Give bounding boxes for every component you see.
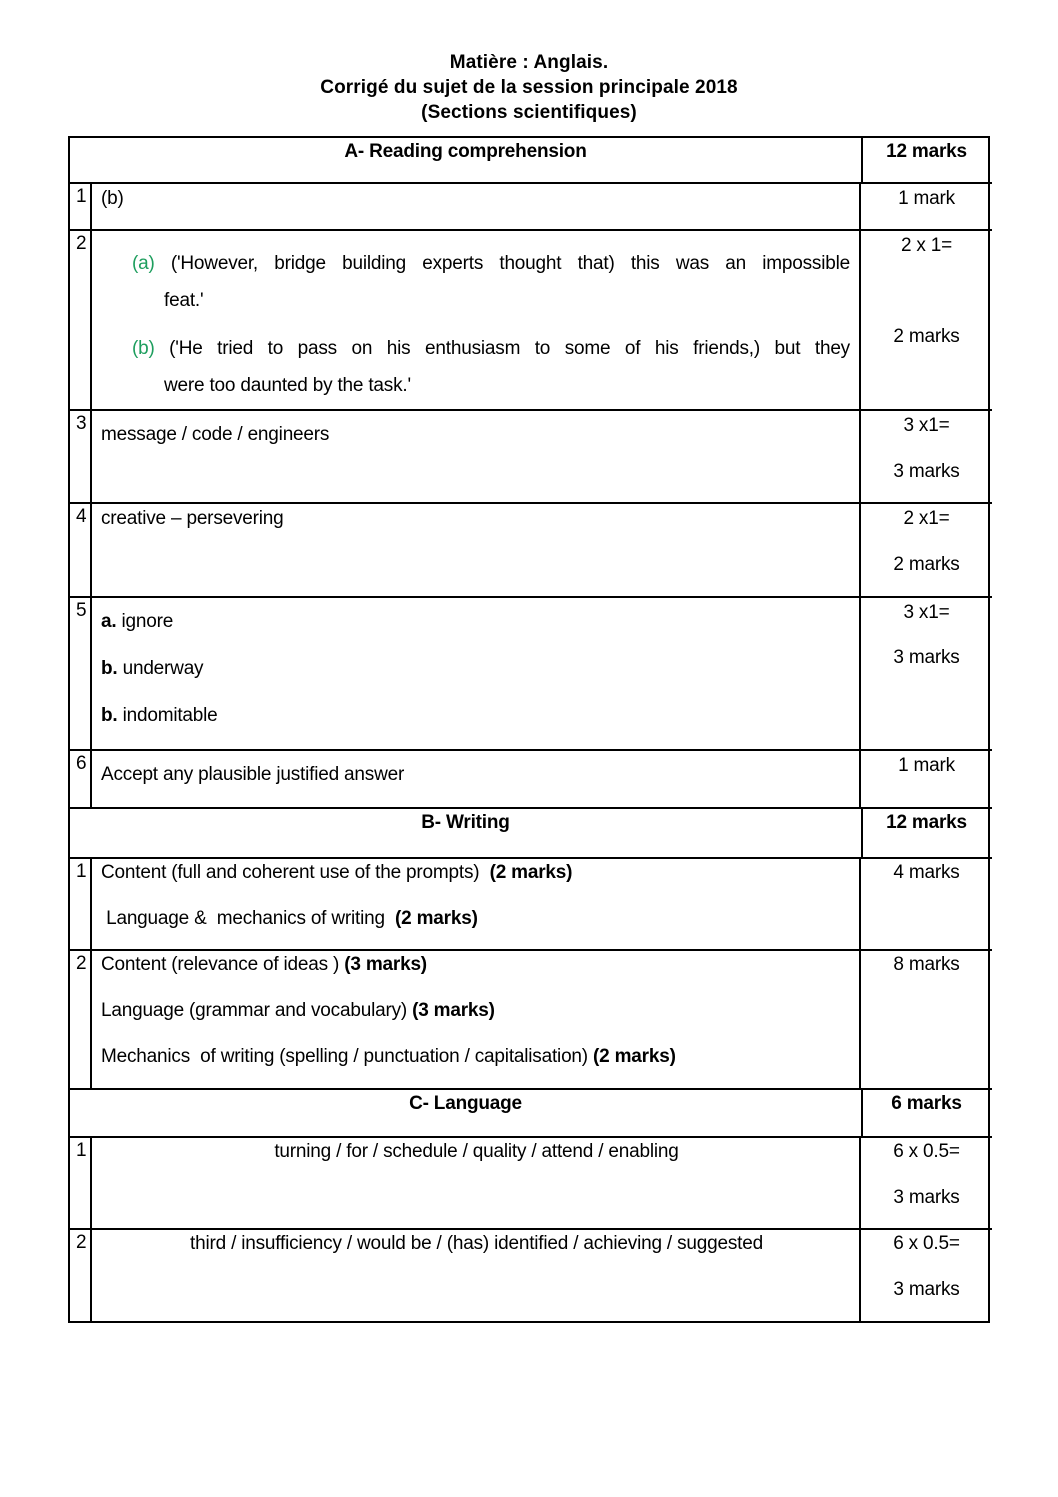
section-marks: 6 marks bbox=[891, 1093, 962, 1114]
sections-subtitle: (Sections scientifiques) bbox=[421, 102, 637, 123]
document-header bbox=[0, 50, 1058, 125]
question-number: 4 bbox=[76, 506, 87, 527]
marks-formula: 2 x 1= bbox=[900, 235, 953, 256]
table-row bbox=[70, 411, 992, 504]
marks-value: 1 mark bbox=[898, 755, 955, 776]
answer-text: Accept any plausible justified answer bbox=[101, 764, 405, 785]
option-text-continued: were too daunted by the task.' bbox=[164, 375, 411, 396]
question-number: 6 bbox=[76, 753, 87, 774]
section-header-writing bbox=[70, 809, 992, 859]
question-number: 1 bbox=[76, 186, 87, 207]
table-row bbox=[70, 231, 992, 411]
question-number: 2 bbox=[76, 1232, 87, 1253]
answer-option-a bbox=[132, 245, 850, 319]
criterion-language: Language (grammar and vocabulary) (3 marks) bbox=[101, 1000, 495, 1021]
table-row bbox=[70, 951, 992, 1090]
marks-value: 4 marks bbox=[893, 862, 960, 883]
marks-formula: 6 x 0.5= bbox=[893, 1141, 960, 1162]
table-row bbox=[70, 598, 992, 751]
section-title: B- Writing bbox=[421, 812, 510, 833]
table-row bbox=[70, 1138, 992, 1230]
option-label: (b) bbox=[132, 338, 155, 359]
answer-text: creative – persevering bbox=[101, 508, 284, 529]
option-text-continued: feat.' bbox=[164, 290, 204, 311]
criterion-mechanics: Mechanics of writing (spelling / punctuation / capitalisation) (2 marks) bbox=[101, 1046, 676, 1067]
answer-text: turning / for / schedule / quality / attend / enabling bbox=[274, 1141, 679, 1162]
marks-formula: 2 x1= bbox=[903, 508, 950, 529]
marks-value: 3 marks bbox=[893, 1279, 960, 1300]
section-marks: 12 marks bbox=[886, 141, 967, 162]
question-number: 3 bbox=[76, 413, 87, 434]
marks-value: 3 marks bbox=[893, 1187, 960, 1208]
answer-text: message / code / engineers bbox=[101, 424, 330, 445]
question-number: 2 bbox=[76, 953, 87, 974]
marks-value: 3 marks bbox=[893, 647, 960, 668]
subject-title: Matière : Anglais. bbox=[449, 52, 609, 73]
section-header-reading bbox=[70, 138, 992, 184]
option-label: (a) bbox=[132, 253, 155, 274]
answer-text: third / insufficiency / would be / (has) identified / achieving / suggested bbox=[190, 1233, 763, 1254]
question-number: 1 bbox=[76, 1140, 87, 1161]
answer-text: (b) bbox=[101, 188, 124, 209]
table-row bbox=[70, 751, 992, 809]
answer-item: b. indomitable bbox=[101, 705, 218, 726]
answer-key-table bbox=[68, 136, 990, 1323]
marks-value: 2 marks bbox=[893, 326, 960, 347]
marks-value: 1 mark bbox=[898, 188, 955, 209]
criterion-content: Content (full and coherent use of the prompts) (2 marks) bbox=[101, 862, 573, 883]
answer-item: a. ignore bbox=[101, 611, 174, 632]
table-row bbox=[70, 859, 992, 951]
table-row bbox=[70, 504, 992, 598]
marks-formula: 3 x1= bbox=[903, 415, 950, 436]
exam-title: Corrigé du sujet de la session principale 2018 bbox=[320, 77, 738, 98]
criterion-language: Language & mechanics of writing (2 marks) bbox=[101, 908, 478, 929]
answer-option-b bbox=[132, 330, 850, 404]
question-number: 5 bbox=[76, 600, 87, 621]
marks-formula: 3 x1= bbox=[903, 602, 950, 623]
criterion-content: Content (relevance of ideas ) (3 marks) bbox=[101, 954, 427, 975]
marks-value: 2 marks bbox=[893, 554, 960, 575]
section-marks: 12 marks bbox=[886, 812, 967, 833]
option-text: ('However, bridge building experts thought that) this was an impossible bbox=[170, 253, 850, 274]
section-title: A- Reading comprehension bbox=[344, 141, 587, 162]
table-row bbox=[70, 184, 992, 231]
marks-value: 3 marks bbox=[893, 461, 960, 482]
marks-formula: 6 x 0.5= bbox=[893, 1233, 960, 1254]
option-text: ('He tried to pass on his enthusiasm to some of his friends,) but they bbox=[169, 338, 850, 359]
question-number: 1 bbox=[76, 861, 87, 882]
question-number: 2 bbox=[76, 233, 87, 254]
table-row bbox=[70, 1230, 992, 1323]
answer-item: b. underway bbox=[101, 658, 204, 679]
marks-value: 8 marks bbox=[893, 954, 960, 975]
section-title: C- Language bbox=[409, 1093, 522, 1114]
section-header-language bbox=[70, 1090, 992, 1138]
